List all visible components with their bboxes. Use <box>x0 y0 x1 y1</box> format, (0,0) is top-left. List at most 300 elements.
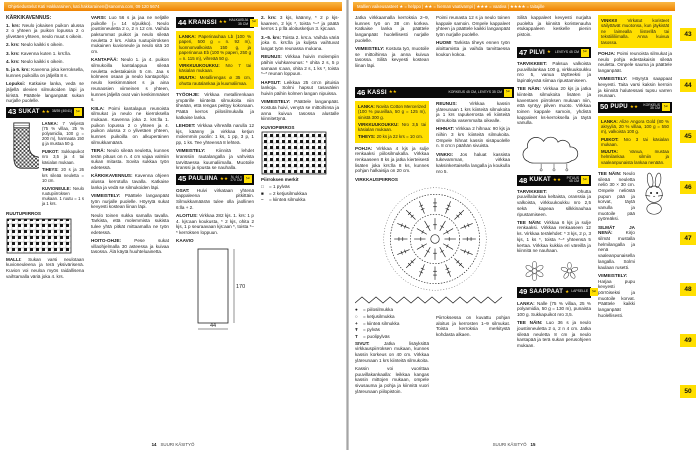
left-page-header-bar <box>4 2 342 11</box>
scissors-icon: ✂ <box>582 49 588 56</box>
paragraph <box>261 54 339 77</box>
legend-symbol: Ŧ <box>355 327 358 333</box>
section-number: 47 <box>519 47 528 57</box>
paragraph-label: TARVIKKEET: <box>517 61 547 66</box>
section-size: 38/39 (40/41) <box>51 109 72 114</box>
flower-crochet-diagrams <box>517 257 591 285</box>
info-line <box>42 149 84 165</box>
instruction-step <box>6 42 84 48</box>
paragraph-text: Ohutta puuvillalankaa keltaista, oranssia ja valkoista, virkkuukoukku nro 2,5 sekä kapeaa silkkinauhaa ripustamiseen. <box>517 188 591 217</box>
sock-illustration <box>6 121 39 175</box>
paragraph-label: SILMÄT JA NENÄ: <box>598 224 635 236</box>
section-number: 46 <box>357 87 366 97</box>
paragraph-label: TERÄ: <box>91 147 106 153</box>
paragraph-text: Jatka virkkaamalla kerroksia 2–9, kunnes työ on 38 cm korkea. Katkaise lanka ja päättele langanpäät huolellisesti nurjalle puolelle. <box>355 15 429 43</box>
legend-label: = ketjusilmukka <box>363 313 395 319</box>
crochet-symbol-legend <box>355 307 429 339</box>
paragraph-label: MALLI: <box>6 256 22 262</box>
paragraph <box>261 35 339 52</box>
shawl-instructions <box>176 188 254 236</box>
paragraph <box>598 225 635 271</box>
paragraph-text: Silitä kappaleet kevyesti nurjalta puolelta ja kiinnitä koristenauha etukappaleen keskelle pienin pistoin. <box>517 15 591 38</box>
paragraph-text: Toista 2. krs:a. Vaihda väriä joka 6. krs:lla ja kuljeta vaihtuvat langat työn reunassa mukana. <box>261 34 339 52</box>
instruction-step <box>6 51 84 57</box>
legend-title: Piirroksen merkit <box>261 177 299 183</box>
width-measurement: 44 <box>210 322 217 329</box>
step-text: Kavenna kuten 1. krs:lla. <box>20 50 72 56</box>
difficulty-stars: ★ <box>546 49 552 55</box>
info-line <box>601 119 669 135</box>
boot-instructions <box>517 301 591 349</box>
step-label: 4. krs: <box>6 58 20 64</box>
paragraph-label: HUOM! <box>436 40 452 46</box>
paragraph <box>598 171 635 222</box>
paragraph-text: Pese sukat villaohjelmalla 30 asteessa ja kuivaa tasossa. Älä käytä huuhteluainetta. <box>91 237 169 255</box>
step-label: 3. krs: <box>6 50 20 56</box>
instruction-step <box>6 67 84 78</box>
section-header-45 <box>176 174 254 185</box>
paragraph-text: Virkkaa metallirenkaan ympärille kiinteitä silmukoita niin tiheään, että rengas peittyy kokonaan. Päätä kerros piilosilmukalla ja katkaise lanka. <box>176 91 254 120</box>
paragraph <box>517 61 591 84</box>
info-line <box>42 121 84 147</box>
right-page <box>349 0 679 450</box>
paragraph-text: Virkkaa 6 kjs ja sulje renkaaksi. Virkkaa renkaaseen 12 ks. Virkkaa terälehdet: * 3 kjs, 2 p, 3 kjs, 1 ks *, toista *–* yhteensä 5 kertaa. Virkkaa kukkia eri väreillä ja kiinnitä ne nauhaan. <box>517 219 592 254</box>
legend-item <box>261 184 339 190</box>
section-size: PITUUS 45 CM <box>566 175 579 184</box>
paragraph-label: TEE NÄIN: <box>517 86 541 92</box>
section-title: SAAPPAAT <box>529 289 564 295</box>
tip-box <box>598 15 672 48</box>
legend-label: = puolipylväs <box>363 333 390 339</box>
pattern-note <box>6 257 84 280</box>
info-label: PUIKOT: <box>42 149 59 155</box>
paragraph-text: Harjaa pupu kevyesti pörröiseksi ja muotoile korvat. Päättele kaikki langanpäät huolellisesti. <box>598 278 635 318</box>
difficulty-stars: ★★ <box>218 19 227 25</box>
info-text: Nro 3,5 tai käsialan mukaan. <box>358 121 426 133</box>
difficulty-stars: ★ <box>565 288 570 294</box>
paragraph <box>598 51 672 74</box>
paragraph-text: Neulo sileää neuletta neliö 30 × 30 cm. Ompele neliöstä pupun pää ja korvat, täytä vanulla ja muotoile pää pyöreäksi. <box>598 170 636 222</box>
info-text: 20 s ja 26 krs sileää neuletta = 10 cm. <box>42 167 84 183</box>
legend-label: = kiinteä silmukka <box>363 320 400 326</box>
section-header-43 <box>6 107 84 118</box>
info-label: LANKA: <box>601 118 618 124</box>
edge-tab: 43 <box>680 28 696 41</box>
column-2 <box>91 15 169 431</box>
flower-instructions <box>517 189 591 254</box>
info-text: Neulo ruutupiirroksen mukaan. 1 ruutu = 1 s ja 1 krs. <box>42 185 84 207</box>
paragraph <box>91 173 169 190</box>
toe-decrease-heading: KÄRKIKAVENNUS: <box>6 15 52 21</box>
scissors-icon: ✂ <box>75 108 81 115</box>
info-label: LANKA: <box>179 34 196 39</box>
paragraph-label: VIIMEISTELY: <box>261 99 291 105</box>
paragraph-text: Virkkaa 282 kjs. 1. krs: 1 p 4. kjs:aan koukusta, * 2 kjs, ohita 2 kjs, 1 p seuraavaan kjs:aan *, toista *–* kerroksen loppuun. <box>176 212 254 235</box>
bag-instructions-bottom <box>355 341 429 395</box>
paragraph <box>517 220 591 254</box>
paragraph <box>355 146 429 174</box>
section-title: PUPU <box>610 104 628 111</box>
column-3 <box>176 15 257 431</box>
bunny-illustration <box>638 171 672 215</box>
step-text: Neulo kaikki s oikein. <box>20 58 64 64</box>
info-label: KUVIONEULE: <box>42 185 71 191</box>
page-number: 14 <box>151 442 157 447</box>
paragraph-label: ALOITUS: <box>176 212 198 218</box>
paragraph-label: TYÖOHJE: <box>176 91 200 97</box>
section-title: PILVI <box>529 49 545 56</box>
step-label: 5. ja 6. krs: <box>6 67 30 73</box>
paragraph <box>436 15 510 38</box>
bag-instructions <box>355 146 429 174</box>
paragraph-text: Jatka lisäyksittä virkkauspiirroksen mukaan, kunnes kassin korkeus on 40 cm. Virkkaa yläreunaan 1 krs kiinteitä silmukoita. <box>355 340 430 363</box>
paragraph-label: LANKA: <box>517 300 535 306</box>
info-line <box>601 149 669 165</box>
scissors-icon: ✂ <box>592 288 597 295</box>
tip-line <box>601 18 669 45</box>
paragraph-text: Paksua valkoista puuvillalankaa 100 g, virkkuukoukku nro 5, vanua täytteeksi ja läpinäkyvää siimaa ripustamiseen. <box>517 61 591 84</box>
paragraph-text: Virkkaa kassin yläreunaan 1 krs kiinteitä silmukoita ja 1 krs rapukerrosta eli kiinteitä silmukoita vasemmalta oikealle. <box>436 101 510 124</box>
paragraph-label: VIIMEISTELY: <box>176 148 206 154</box>
difficulty-stars: ★★ <box>552 176 562 182</box>
legend-symbol: + <box>355 320 358 326</box>
info-label: LANKA: <box>358 104 375 109</box>
edge-tab: 45 <box>680 130 696 143</box>
schematic-caption: KAAVIO <box>176 238 194 244</box>
paragraph <box>176 148 254 171</box>
paragraph-text: Tarkista tiheys ennen työn aloittamista ja vaihda tarvittaessa koukun kokoa. <box>436 40 510 57</box>
legend-item <box>261 191 339 197</box>
info-text: Nro 7 tai käsialan mukaan. <box>179 62 251 74</box>
left-page <box>0 0 346 450</box>
info-line <box>358 122 426 133</box>
paragraph-label: VIIMEISTELY: <box>598 76 628 82</box>
paragraph-text: Sukan varsi neulotaan kuvioneuleena ja terä yksivärisenä. Kuvion voi neuloa myös raidallisena vaihtamalla väriä joka 4. krs. <box>6 256 84 279</box>
edge-tab: 48 <box>680 283 696 296</box>
step-label: Lopuksi: <box>6 81 26 87</box>
info-line <box>358 134 426 139</box>
paragraph-text: Kostuta työ, muotoile se mittoihinsa ja anna kuivua tasossa. Silitä kevyesti kostean liinan läpi. <box>355 46 429 69</box>
legend-item <box>261 197 339 203</box>
section-header-47 <box>517 47 591 58</box>
paragraph-label: VIIMEISTELY: <box>355 46 385 52</box>
legend-symbol: – <box>261 197 264 203</box>
paragraph-text: Kirjo silmät mustalla helmilangalla ja nenä vaaleanpunaisella langalla. Solmi kaulaan rusetti. <box>598 230 635 270</box>
shawl-instructions-continued <box>261 15 339 122</box>
scissors-icon: ✂ <box>505 89 511 96</box>
paragraph-label: VARSI: <box>91 15 107 20</box>
section-number: 48 <box>519 175 528 185</box>
paragraph-label: VIIMEISTELY: <box>598 272 628 278</box>
section-number: 50 <box>600 102 609 112</box>
difficulty-stars: ★★ <box>388 89 397 95</box>
legend-item <box>355 307 429 313</box>
paragraph <box>436 101 510 124</box>
crochet-diagram-caption: VIRKKAUSPIIRROS <box>355 176 398 182</box>
section-size: KORKEUS 35 CM <box>643 102 660 111</box>
paragraph <box>436 40 510 57</box>
legend-symbol: ■ <box>261 190 264 196</box>
paragraph-text: Virkkaa 20 kjs ja jatka kiinteitä silmukoita lisäten ja kaventaen piirroksen mukaan niin, että syntyy pilven muoto. Virkkaa toinen kappale samoin, yhdistä kappaleet ks-kerroksella ja täytä vanulla. <box>517 86 592 126</box>
paragraph <box>176 213 254 236</box>
paragraph <box>176 92 254 120</box>
colorwork-chart <box>6 218 72 254</box>
info-label: LANKA: <box>42 120 59 126</box>
tip-label: VINKKI! <box>601 18 618 23</box>
legend-item <box>355 327 429 333</box>
info-text: 20 ks ja 22 krs = 10 cm. <box>376 134 424 140</box>
legend-symbol: ● <box>355 307 358 313</box>
section-title: SUKAT <box>18 109 40 115</box>
paragraph-label: POHJA: <box>598 50 616 56</box>
paragraph-label: POHJA: <box>355 145 373 151</box>
paragraph <box>598 76 672 99</box>
info-label: VIRKKUUKOUKKU: <box>358 121 399 127</box>
sock-info-row <box>6 121 84 209</box>
paragraph <box>517 301 591 318</box>
info-label: VIRKKUUKOUKKU: <box>179 62 220 68</box>
tip-text: Virkatut koristeet säilyttävät muotonsa, kun jäykistät ne laimealla liisterillä tai tekstiililiimalla. Anna kuivua tasossa. <box>601 18 669 45</box>
column-8 <box>598 15 672 431</box>
paragraph-text: Virkkaa vihreällä narulla 12 kjs, käänny ja virkkaa ketjun molemmin puolin: 1 ks, 1 pp, 3 p, 1 pp, 1 ks. Tee yhteensä 8 lehteä. <box>176 122 254 145</box>
bunny-instructions <box>598 171 635 321</box>
paragraph-label: SIVUT: <box>355 340 370 346</box>
paragraph <box>355 366 429 394</box>
paragraph-text: Nalle (75 % villaa, 25 % polyamidia, 50 g = 130 m), punaista 100 g. Sukkapuikot nro 3,5. <box>517 300 592 317</box>
continuation-text <box>355 15 429 85</box>
difficulty-legend-text: Mallien vaikeusasteet ★ = helppo | ★★ = hieman vaativampi | ★★★ = vaativa | ★★★★ = taitajille <box>357 3 545 9</box>
paragraph <box>436 152 510 175</box>
paragraph-label: 2. krs: <box>261 15 277 20</box>
paragraph-text: Poimi reunasta 12 s ja neulo toinen kappale samoin. Ompele kappaleet yhteen ja päättele kaikki langanpäät työn nurjalle puolelle. <box>436 15 510 38</box>
paragraph-text: Poimi reunoista silmukat ja neulo pohja edestakaisin sileää neuletta. Ompele sauma ja päättele langanpäät. <box>598 50 673 73</box>
boot-instructions-continued <box>598 51 672 99</box>
paragraph <box>517 189 591 217</box>
paragraph <box>436 315 510 338</box>
section-size: KORKEUS 45 CM, LEVEYS 35 CM <box>448 89 502 94</box>
continuation-text <box>517 15 591 45</box>
step-text: Neulo kaikki s oikein. <box>20 42 64 48</box>
paragraph-text: Höyrytä saappaat kevyesti. Taita varsi kaksin kerroin ja kiinnitä halutessasi tupsu varren reunaan. <box>598 76 672 99</box>
cloud-instructions <box>517 61 591 126</box>
section-header-48 <box>517 175 591 186</box>
column-1 <box>6 15 84 431</box>
section-size: LAPSELLE <box>571 289 589 294</box>
info-text: Metallirengas ø 35 cm, ohutta rautalankaa ja kuumaliimaa. <box>179 75 251 86</box>
legend-symbol: ○ <box>355 313 358 319</box>
paragraph-text: Luo 36 s ja neulo joustinneuletta 2 o, 2 n 4 cm. Jatka sileää neuletta 8 cm ja neulo kantapää ja terä sukan perusohjeen mukaan. <box>517 320 592 348</box>
info-line <box>358 104 426 120</box>
left-page-columns <box>0 11 346 431</box>
instruction-step <box>6 81 84 104</box>
section-header-44 <box>176 17 257 28</box>
paragraph <box>176 123 254 146</box>
paragraph <box>91 148 169 171</box>
legend-symbol: T <box>355 333 358 339</box>
paragraph <box>355 15 429 43</box>
paragraph-label: KIILA: <box>91 105 105 111</box>
paragraph <box>517 86 591 126</box>
difficulty-stars: ★★ <box>41 108 50 114</box>
paragraph-text: Huivi virkataan yhtenä kappaleena pitkittäin. Silmukkamäärän tulee olla jaollinen 6:lla + 2. <box>176 187 255 210</box>
legend-label: = 2 ketjusilmukkaa <box>269 190 307 196</box>
paragraph <box>176 188 254 211</box>
paragraph <box>91 238 169 255</box>
toe-decrease-steps <box>6 23 84 104</box>
paragraph-text: Päättele langanpäät. Kostuta huivi, venytä se mittoihinsa ja anna kuivua tasossa alustalle kiinnitettynä. <box>261 99 339 122</box>
info-text: Sukkapuikot nro 3,5 ja 4 tai käsialan mukaan. <box>42 149 84 165</box>
paragraph-text: 3 kjs, käänny, * 2 p kjs-kaareen, 2 kjs *, toista *–* ja päätä kerros 1 p:llä aloitusketjun 3. kjs:aan. <box>261 15 339 32</box>
paragraph <box>91 193 169 210</box>
edge-tab: 46 <box>680 181 696 194</box>
info-line <box>179 75 251 86</box>
paragraph-text: Virkkaa 4 kjs ja sulje renkaaksi piilosilmukalla. Virkkaa renkaaseen 8 ks ja jatka kierteisesti lisäten joka krs:lla 8 ks, kunnes pohjan halkaisija on 20 cm. <box>355 145 429 174</box>
step-text: Neulo jokaisen puikon alussa 2 o yhteen ja puikon lopussa 2 o ylivetäen yhteen, neulo muut s oikein. <box>6 22 84 40</box>
info-line <box>42 167 84 183</box>
paragraph <box>517 15 591 38</box>
paragraph-text: Neulo 1. ja 4. puikon silmukoilla kantalappua sileää neuletta edestakaisin 5 cm. Jaa s kolmeen osaan ja neulo kantapohja: neulo keskimmäiset s ja aina reunaosien viimeinen s yhteen, kunnes jäljellä ovat vain keskimmäiset s. <box>91 57 169 103</box>
paragraph-text: Kavenna ohjeen alussa kerrotulla tavalla. Katkaise lanka ja vedä se silmukoiden läpi. <box>91 173 169 190</box>
paragraph <box>355 46 429 69</box>
edging-chart <box>355 295 505 305</box>
crochet-diagram-block <box>355 183 515 305</box>
difficulty-stars: ★★ <box>219 175 229 181</box>
section-number: 43 <box>8 107 17 117</box>
section-number: 44 <box>178 17 187 27</box>
page-edge-tabs <box>680 28 696 398</box>
right-page-header-bar <box>353 2 675 11</box>
sock-instructions <box>91 15 169 255</box>
legend-symbol: □ <box>261 184 264 190</box>
paragraph-label: REUNUS: <box>436 101 457 106</box>
paragraph-label: 3.–5. krs: <box>261 34 282 40</box>
paragraph-label: REUNUS: <box>261 54 282 60</box>
section-size: LEVEYS 45 CM <box>554 49 579 54</box>
section-header-50 <box>598 102 672 113</box>
chart-caption: KUVIOPIIRROS <box>261 124 295 130</box>
paragraph-label: HAPSUT: <box>261 79 281 85</box>
paragraph <box>91 213 169 236</box>
section-title: PAULIINA <box>188 176 218 183</box>
paragraph <box>598 273 635 319</box>
paragraph-label: VIIMEISTELY: <box>91 192 121 198</box>
paragraph-label: VINKKI: <box>436 151 454 157</box>
cloud-crochet-diagram <box>517 129 591 173</box>
step-label: 1. krs: <box>6 22 21 28</box>
info-text: Paperinauhaa Lb (100 % paperi, 500 g = n. 92 m), luonnonvalkoista 150 g, ja paperinarua Eb (100 % paperi, 250 g = n. 115 m), vihreää 50 g. <box>179 34 252 61</box>
paragraph-text: Päättele langanpäät työn nurjalle puolelle. Höyrytä sukat kevyesti kostean liinan läpi. <box>91 192 170 210</box>
right-page-footer <box>349 442 679 447</box>
scissors-icon: ✂ <box>582 177 588 184</box>
paragraph <box>6 257 84 280</box>
edge-tab: 49 <box>680 334 696 347</box>
step-text: Katkaise lanka, vedä se jäljellä olevien silmukoiden läpi ja kiristä. Päättele langanpäät sukan nurjalle puolelle. <box>6 81 84 104</box>
paragraph-text: Neulo toinen sukka samalla tavalla. Tarkista, että molemmista sukista tulee yhtä pitkät mittaamalla ne työn edetessä. <box>91 212 169 235</box>
paragraph <box>517 320 591 348</box>
edge-tab: 44 <box>680 79 696 92</box>
paragraph-text: Poimi kantalapun reunoista silmukat ja neulo ne kierroksella mukaan. Kavenna joka 2. krs:lla 1. puikon lopussa 2 o yhteen ja 4. puikon alussa 2 o ylivetäen yhteen, kunnes puikoilla on alkuperäinen silmukkamäärä. <box>91 105 169 145</box>
instruction-step <box>6 59 84 65</box>
paragraph <box>355 341 429 364</box>
paragraph-text: Virkkaa huivin molempiin päihin viuhkareunus: * ohita 2 s, 5 p samaan s:aan, ohita 2 s, 1 ks *, toista *–* reunan loppuun. <box>261 54 339 77</box>
diagram-note <box>436 315 510 338</box>
legend-label: = piilosilmukka <box>363 307 393 313</box>
paragraph <box>91 106 169 146</box>
chart-legend <box>261 184 339 203</box>
section-title: KRANSSI <box>188 19 217 26</box>
info-label: TIHEYS: <box>42 167 59 173</box>
difficulty-stars: ★★ <box>629 103 639 109</box>
legend-label: = kiinteä silmukka <box>269 197 306 203</box>
info-line <box>179 34 251 61</box>
chart-caption: RUUTUPIIRROS <box>6 210 41 216</box>
paragraph-label: TEE NÄIN: <box>517 320 543 326</box>
paragraph <box>91 15 169 55</box>
paragraph <box>261 80 339 97</box>
yarn-info-box <box>355 101 429 143</box>
section-number: 49 <box>519 287 528 297</box>
step-label: 2. krs: <box>6 42 20 48</box>
pattern-piece-schematic <box>176 245 250 333</box>
info-label: PUIKOT: <box>601 136 619 142</box>
section-size: N. 44 × 170 CM <box>230 174 242 183</box>
info-line <box>42 186 84 207</box>
paragraph-text: Kassin voi vuorittaa puuvillakankaalla: leikkaa kangas kassin mittojen mukaan, ompele sivusauma ja pohja ja kiinnitä vuori yläreunaan piilopistoin. <box>355 366 429 394</box>
doily-crochet-diagram <box>355 183 515 295</box>
scissors-icon: ✂ <box>245 175 251 182</box>
instruction-step <box>6 23 84 40</box>
legend-label: = pylväs <box>363 327 380 333</box>
scissors-icon: ✂ <box>251 19 257 26</box>
paragraph <box>261 15 339 32</box>
paragraph-label: LEHDET: <box>176 122 196 128</box>
stitch-chart <box>261 131 327 175</box>
legend-item <box>355 334 429 340</box>
magazine-name: SUURI KÄSITYÖ <box>160 442 195 447</box>
paragraph-label: KÄRKIKAVENNUS: <box>91 173 133 179</box>
paragraph-label: TEE NÄIN: <box>598 170 622 176</box>
yarn-info-box <box>598 116 672 168</box>
section-title: KASSI <box>367 89 387 96</box>
info-line <box>601 137 669 148</box>
step-text: Kavenna joka kerroksella, kunnes puikoilla on jäljellä 8 s. <box>6 67 85 78</box>
paragraph-label: TEE NÄIN: <box>517 219 542 225</box>
section-header-49 <box>517 287 597 298</box>
paragraph <box>436 126 510 149</box>
legend-item <box>355 314 429 320</box>
edge-tab: 50 <box>680 385 696 398</box>
paragraph <box>261 99 339 122</box>
paragraph-label: OSAT: <box>176 187 190 193</box>
scissors-icon: ✂ <box>663 103 669 110</box>
bunny-row <box>598 171 672 321</box>
paragraph-text: Neulo sileää neuletta, kunnes terän pituus on n. 4 cm vajaa valmiin sukan mitasta. Sovita sukkaa työn edetessä. <box>91 147 169 170</box>
section-title: KUKAT <box>529 177 551 184</box>
section-size: HALKAISIJA 35 CM <box>229 18 249 26</box>
info-text: 7 Veljestä (75 % villaa, 25 % polyamidia, 100 g = 200 m), harmaata 150 g ja mustaa 50 g. <box>42 120 84 147</box>
paragraph-text: Leikkaa 25 cm:n pituisia lankoja. Solmi hapsut tasavälein huivin päihin kolmen langan nipuissa. <box>261 79 339 97</box>
paragraph-text: Virkkaa 2 hihnaa: 90 kjs ja niihin 3 krs kiinteitä silmukoita. Ompele hihnat kassin sisäpuolelle n. 8 cm:n päähän sivuista. <box>436 126 510 149</box>
left-page-footer <box>0 442 346 447</box>
paragraph-text: Kiinnitä lehdet kranssiin rautalangalla ja vahvista tarvittaessa kuumaliimalla. Muotoile kranssi ja ripusta se nauhalla. <box>176 148 254 171</box>
paragraph-label: HIHNAT: <box>436 126 455 132</box>
paragraph <box>91 57 169 103</box>
section-number: 45 <box>178 174 187 184</box>
legend-label: = 1 pylväs <box>269 184 290 190</box>
info-text: Vanua, mustaa helmilankaa silmiin ja vaaleanpunaista lankaa nenään. <box>601 149 669 165</box>
column-4 <box>261 15 339 431</box>
length-measurement: 170 <box>236 283 246 290</box>
